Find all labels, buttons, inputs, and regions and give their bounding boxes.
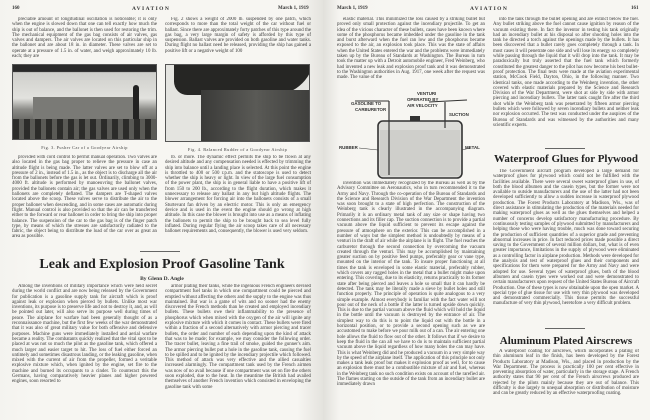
text-column: provided with cord control to permit manual operation. Two valves are also located in the gas bag proper to relieve the pressure in case an altitude flight is being made. The latter valves are set to blow off at a pressure of 2 in., instead of 1.5 in., as the object is to discharge all the air from the ballonets before the gas is let out. Ordinarily, climbing to 3000-4000 ft. altitude is performed by manoeuvring the ballonet valves, provided the ballonets contain air; the gas valves are used only when the ballonets are completely deflated. The dampers are T-shaped valves located above the scoop. These valves serve to distribute the air to the proper ballonet when descending, and in some cases are automatic during flight. Manual control is also provided so that the air can be transferred either to the forward or rear ballonet in order to bring the ship into proper balance. The suspension of the car to the gas bag is of the finger patch type, by means of which the stresses are satisfactorily radiated to the fabric, the object being to distribute the load of the car over as great an area as possible. bbox=[12, 155, 157, 240]
label-venturi: VENTURI bbox=[417, 91, 437, 96]
fig3-caption: Fig. 3. Pusher Car of a Goodyear Airship bbox=[41, 145, 128, 150]
glue-article-title: Waterproof Glues for Plywood bbox=[493, 153, 639, 165]
left-page bbox=[0, 0, 323, 420]
fig3-photo bbox=[12, 64, 157, 140]
label-rubber: RUBBER bbox=[339, 145, 358, 150]
text-column: Among the inventions of military importance which were held secret during the world conflict and are now being released by the Government for publication is a gasoline supply tank for aircraft which is proof against leak or explosion when pierced by bullets. Unlike most war inventions, its purpose is to preserve life and not to destroy it, and, as will be pointed out later, will also serve its purpose well during times of peace. The airplane for warfare had been generally thought of as a reconnaissance machine, but the first few weeks of the war demonstrated that it was also of great military value for both offensive and defensive purposes. Machine guns were immediately installed and aerial warfare became a reality. The combatants quickly realized that the vital spot to be placed at was not so much the pilot as the gasoline tank, which offered a much larger and easier target to hit. The loss of fuel either forced an untimely and sometimes disastrous landing, or the leaking gasoline, when mixed with the current of air from the propeller, formed a veritable explosive mixture which, when ignited by the engine, set fire to the machine and burned its occupants to a cinder. To counteract this the Germans, having comparatively heavier planes and higher powered engines, soon resorted to bbox=[12, 284, 157, 385]
right-page bbox=[323, 0, 650, 420]
text-column: armor plating their tanks, while the ingenious French engineers devised compartment fuel tanks in which one compartment could be pierced and emptied without affecting the others and the supply to the engine was thus maintained. But war is a game of wits and no sooner had the enemy discovered the French methods than he created and employed incendiary bullets. These bullets owe their inflammability to the presence of phosphorus which when mixed with the oxygen of the air will ignite any explosive mixture with which it comes in contact. These bullets were fired within a fraction of a second alternatively with armor piercing and tracer bullets, the order and number of each depending upon the kind of attack that was to be made; for example, we may consider the following order. The tracer bullet, leaving a fine trail of smoke, guided the gunner's aim. The armor piercing bullet put a hole in the gasoline tank, causing the fuel to be spilled and to be ignited by the incendiary projectile which followed. This method of attack was very effective and the allied casualties increased alarmingly. The compartment tank used by the French airmen was now of no avail because if one compartment was set on fire the others soon exploded, due to the heat. In the meantime the British had availed themselves of another French invention which consisted in enveloping the gasoline tank with some bbox=[165, 284, 311, 390]
issue-date: March 1, 1919 bbox=[337, 6, 368, 11]
airscrew-article-title: Aluminum Plated Airscrews bbox=[499, 335, 633, 347]
text-column: A waterproof coating for airscrews, which incorporates a plating of thin aluminum leaf in the finish, has been developed by the Forest Products Laboratory at Madison, Wis., and placed in production by the War Department. The process is practically 100 per cent effective in preventing absorption of water, particularly in the storage stage. A French authority states that 90 per cent of the French airscrews produced are rejected by the pilots mainly because they are out of balance. This difficulty is due largely to unequal absorption or distribution of moisture and can be greatly reduced by an effective waterproofing coating. bbox=[493, 349, 639, 397]
divider bbox=[545, 328, 585, 329]
byline: By Glenn D. Angle bbox=[140, 276, 184, 282]
article-title: Leak and Explosion Proof Gasoline Tank bbox=[39, 257, 285, 272]
issue-date: March 1, 1919 bbox=[278, 6, 309, 11]
text-column: invention was immediately recognized by the Bureau as well as by the Advisory Committee on Aeronautics, who in turn recommended it to the Army and Navy. Through the co-operation of the Bureau of Standards and the Science and Research Division of the War Department the invention was soon brought to a state of high perfection. The construction of the Weinberg tank is clearly illustrated in the accompanying diagram. Primarily it is an ordinary metal tank of any size or shape having two connections and its filler cap. The suction connection is to provide a partial vacuum above the liquid sufficient to prevent its escape against the pressure of atmosphere on the exterior. This can be accomplished in a number of ways but the simplest method is undoubtedly by means of a venturi in the draft of air while the airplane is in flight. The fuel reaches the carburetor through the second connection by overcoming the vacuum created through the venturi. This may be accomplished by maintaining greater suction on by positive feed pumps, preferably gear or vane type, mounted on the interior of the tank. To insure proper functioning at all times the tank is enveloped in some elastic material, preferably rubber, which covers any ragged holes in the metal that a bullet might make upon entering. This covering, due to its elasticity, returns practically to its former state after being pierced and leaves a hole so small that it can hardly be detected. The tank may be literally made a sieve by bullet holes and still function properly. The principle of operation is quite analogous to a very simple example. Almost everybody is familiar with the fact water will not pour out of the neck of a bottle if the latter is turned upside down quickly. This is due to the partial vacuum above the fluid which will hold the liquid in the bottle until the vacuum is destroyed by the entrance of air. The simplest way to do this is to point the liquid out with the bottle in a horizontal position, or to provide a second opening such as we are accustomed to make before we pour milk out of a can. The air entering one hole allows the fluid to flow out of the other. It follows that if we desire to keep the fluid in the can all we have to do is to maintain sufficient partial vacuum above the liquid regardless of how many holes the can may have. This is what Weinberg did and he produced a vacuum in a very simple way by the speed of the airplane itself. The application of this principle not only makes a tank leak proof but makes it explosion proof as well, for to cause an explosion there must be a combustible mixture of air and fuel, whereas in the Weinberg tank no such condition exists on account of the rarefied air. The flames starting on the outside of the tank from an incendiary bullet are immediately drawn bbox=[337, 181, 485, 388]
running-title: AVIATION bbox=[470, 6, 509, 12]
page-number: 160 bbox=[12, 6, 20, 11]
label-metal: METAL bbox=[465, 145, 480, 150]
text-column: The Government aircraft program developed a large demand for waterproof glues for plywood which could not be fulfilled with the facilities available. There were several sweet waterproof glues in use, of both the blood albumen and the casein types, but the former were not available to outside manufacturers and the use of the latter had not been developed sufficiently to allow a sudden increase in waterproof plywood production. The Forest Products Laboratory at Madison, Wis., was of direct assistance in stimulating the production of the materials needed for making waterproof glues as well as the glues themselves and helped a number of concerns develop satisfactory manufacturing procedure. By continuously testing samples of plywood submitted by manufacturers and helping those who were having trouble, much was done toward securing the production of sufficient quantities of a superior grade and preventing abnormal increases in price. In fact reduced prices made possible a direct saving to the Government of several million dollars, but, what is of even greater importance, limitations in the supply of plywood were eliminated as a controlling factor in airplane production. Methods were developed for the analysis and test of waterproof glues and their components and specifications for them were prepared for the Army and Navy and were adopted for use. Several types of waterproof glues, both of the blood albumen and casein types were worked out and were demonstrated to certain manufacturers upon request of the United States Bureau of Aircraft Production. One of these types is now obtainable upon the open market. A special type of glue tissue for use with very thin plywood was developed and demonstrated commercially. This tissue permits the successful manufacture of very thin plywood, heretofore a very difficult problem. bbox=[493, 169, 639, 307]
label-venturi: OPERATED BY bbox=[407, 97, 439, 102]
label-gasoline: GASOLINE TO bbox=[351, 101, 382, 106]
text-column: preciable amount of longitudinal oscillation is noticeable; it is only when the engine is slowed down that one can tell exactly how much the ship is out of balance, and the ballonet is then used for restoring the trim. The mechanical equipment of the gas bag consists of air valves, gas valves and dampers. The air valves are located on this particular ship in the ballonet and are about 18 in. in diameter. These valves are set to operate at a pressure of 1.5 in. of water, and weigh approximately 10 lb. each; they are bbox=[12, 17, 157, 60]
text-column: into the tank through the bullet opening and are extinct below the fuel. Any bullet striking above the fuel cannot cause ignition by reason of the vacuum existing there. In fact the inventor in testing his tank originally had an incendiary bullet at his disposal so after shooting holes into the tank he directed a torch against the openings made by the bullets. It has been discovered that a bullet rarely goes completely through a tank. In most cases it will penetrate one side and will lose its energy so completely while passing through the liquid that it will drop into the tank. It may be paradoxically but truly asserted that the fuel tank which formerly constituted the greatest danger to the pilot has now become his best bullet-proof protection. The final tests were made at the aviation experimental station, McCook Field, Dayton, Ohio, in the following manner. Two identical tanks, one made according to the Weinberg invention, the other covered with elastic materials prepared by the Science and Research Division of the War Department, were shot at side by side with armor piercing and incendiary bullets. The latter tank caught fire after the third shot while the Weinberg tank was penetrated by fifteen armor piercing bullets which were followed by seven incendiary bullets and neither leak nor explosion occurred. The test was conducted under the auspices of the Bureau of Standards and was witnessed by the authorities and many scientific experts. bbox=[493, 17, 639, 128]
label-venturi: AIR VELOCITY bbox=[407, 103, 438, 108]
page-number: 161 bbox=[631, 6, 639, 11]
tank-diagram bbox=[337, 90, 487, 180]
fig4-photo bbox=[165, 64, 310, 142]
label-suction: SUCTION bbox=[449, 112, 469, 117]
divider bbox=[140, 251, 180, 252]
fig4-caption: Fig. 4. Balanced Rudder of a Goodyear Airship bbox=[187, 147, 288, 152]
label-carburetor: CARBURETOR bbox=[355, 107, 387, 112]
text-column: Fig. 2 shows a weight of 2000 lb. suspended by one patch, which corresponds to more than the total weight of the car without fuel or ballast. Since there are approximately forty patches of this type around the gas bag, a very large margin of safety is afforded by this type of suspension. Ballast valves are provided on both gasoline and water tanks. During flight no ballast need be released, providing the ship has gained a positive lift or a negative weight of 100 bbox=[165, 17, 311, 54]
divider bbox=[545, 148, 585, 149]
running-title: AVIATION bbox=[132, 6, 171, 12]
text-column: elastic material. This minimized the loss caused by a striking bullet but proved only small protection against the incendiary projectile. To get an idea of the vicious character of these bullets, cases have been known where some of the phosphorus became imbedded under the gasoline in the tank and burst afterward when the fuel ran low and the phosphorus became exposed to the air, an explosion took place. This was the state of affairs when the United States entered the war and the problems were immediately taken up by the Bureau of Standards at Washington. The Bureau in turn took the matter up with a Detroit automobile engineer, Fred Weinberg, who had invented a new leak and explosion proof tank and it was demonstrated to the Washington authorities in Aug. 1917, one week after the request was made. The value of the bbox=[337, 17, 485, 81]
text-column: lb. or more. The dynamic effect permits the ship to be flown at any desired altitude and any compensation needed is effected by trimming the ship into balance until a landing place is selected. At this point the engine is throttled to 400 or 500 r.p.m. and the statoscope is used to detect whether the ship is heavy or light. In view of the large fuel consumption of the power plant, the ship is in general liable to have a positive lift of from 150 to 200 lb., according to the flight duration, which makes it unnecessary to release any ballast in any but high altitude flights. The blower arrangement for forcing air into the ballonets consists of a small Sturtevant fan driven by an electric motor. This is only an emergency device and is used in the event the engine should go wrong at high altitude. In this case the blower is brought into use as a means of inflating the ballonets to permit the ship to be brought back to sea level fully inflated. During regular flying the air scoop takes care of all necessary ballonet requirements and, consequently, the blower is used very seldom. bbox=[165, 155, 311, 235]
